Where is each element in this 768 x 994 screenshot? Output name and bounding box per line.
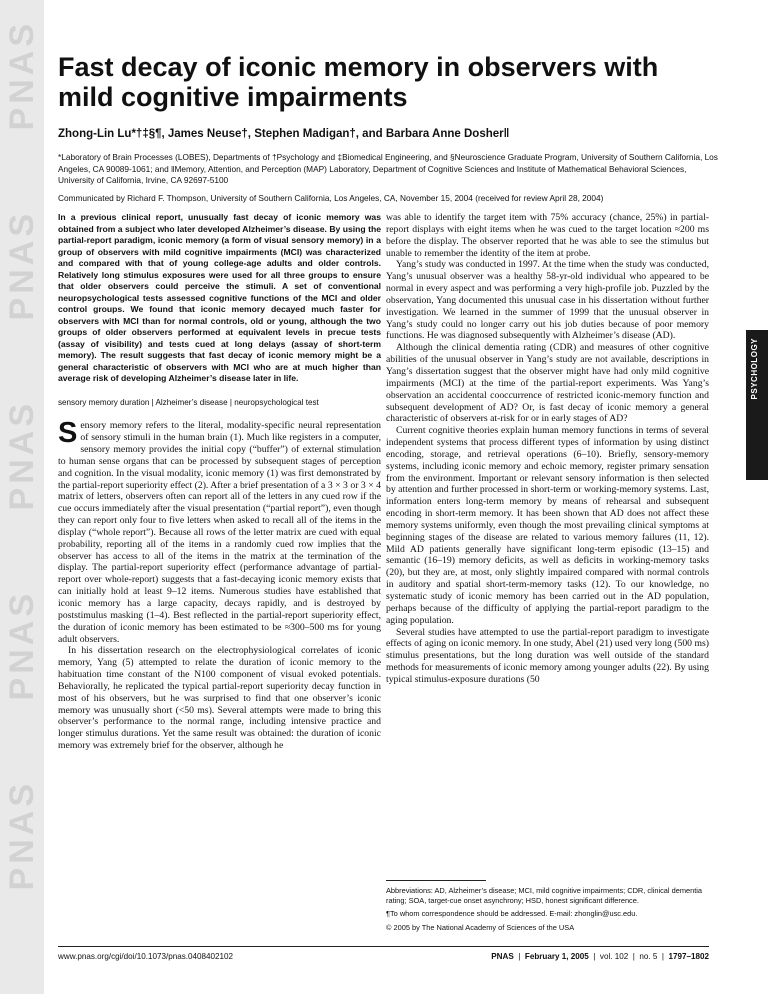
citation-line [491,952,709,961]
pnas-watermark-strip [0,0,44,994]
keywords: sensory memory duration | Alzheimer’s disease | neuropsychological test [58,397,319,407]
pnas-watermark-text: PNAS [3,590,41,701]
body-paragraph: Although the clinical dementia rating (CDR) and measures of other cognitive abilities of the unusual observer in Yang’s study are not available, descriptions in Yang’s dissertation suggest that the observer might have had only mild cognitive impairments (MCI) at the time of the partial-report experiments. Was Yang’s observation an accidental cooccurrence of restricted iconic-memory function and subsequent development of AD? Or, is fast decay of iconic memory a general characteristic of observers at-risk for or in early stages of AD? [386,342,709,425]
affiliations: *Laboratory of Brain Processes (LOBES), Departments of †Psychology and ‡Biomedical Engineering, and §Neuroscience Graduate Program, University of Southern California, Los Angeles, CA 90089-1061; and ‖Memory, Attention, and Perception (MAP) Laboratory, Department of Cognitive Sciences and Institute of Mathematical Behavioral Sciences, University of California, Irvine, CA 92697-5100 [58,152,718,185]
author-list: Zhong-Lin Lu*†‡§¶, James Neuse†, Stephen Madigan†, and Barbara Anne Dosher‖ [58,128,510,140]
footnote-abbreviations: Abbreviations: AD, Alzheimer’s disease; MCI, mild cognitive impairments; CDR, clinical dementia rating; SOA, target-cue onset asynchrony; HSD, honest significant difference. [386,886,703,905]
page-range: 1797–1802 [668,952,709,961]
body-paragraph [58,417,381,645]
abstract: In a previous clinical report, unusually fast decay of iconic memory was obtained from a subject who later developed Alzheimer’s disease. By using the partial-report paradigm, iconic memory (a form of visual sensory memory) in a group of observers with mild cognitive impairments (MCI) was characterized and compared with that of young college-age adults and older controls. Relatively long stimulus exposures were used for all three groups to ensure that older observers could perceive the stimuli. A set of conventional neuropsychological tests assessed cognitive functions of the MCI and older control groups. We found that iconic memory decayed much faster for observers with MCI than for normal controls, old or young, although the two groups of older observers performed at equivalent levels in precue tests (assay of visibility) and tests cued at long delays (assay of short-term memory). The result suggests that fast decay of iconic memory might be a general characteristic of observers with MCI who are at much higher than average risk of developing Alzheimer’s disease later in life. [58,212,381,383]
issue-date: February 1, 2005 [524,952,589,961]
footnote-correspondence: ¶To whom correspondence should be addressed. E-mail: zhonglin@usc.edu. [386,909,638,919]
separator: | [518,952,521,961]
footnote-divider [386,880,486,881]
footer-divider [58,946,709,947]
journal-name: PNAS [491,952,514,961]
pnas-watermark-text: PNAS [3,20,41,131]
body-paragraph: Several studies have attempted to use the partial-report paradigm to investigate effects of aging on iconic memory. In one study, Abel (21) used very long (500 ms) stimulus presentations, but the long duration was well outside of the standard methods for measurements of iconic memory among younger adults (22). By using typical stimulus-exposure durations (50 [386,626,709,685]
separator: | [661,952,664,961]
section-tab [746,330,768,480]
body-paragraph-text: ensory memory refers to the literal, modality-specific neural representation of sensory stimuli in the human brain (1). Much like registers in a computer, sensory memory provides the initial copy (“buffer”) of external stimulation to human sense organs that can be processed by subsequent stages of perception and cognition. In the visual modality, iconic memory (1) was first demonstrated by the partial-report superiority effect (2). After a brief presentation of a 3 × 3 or 3 × 4 matrix of letters, observers often can report all of the letters in any cued row if the cue occurs immediately after the visual presentation (“partial report”), even though they can report only four to five letters when asked to recall all of the items in the display (“whole report”). Because all rows of the letter matrix are cued with equal probability, reporting all of the items in a randomly cued row implies that the observer has access to all of the items in the matrix at the termination of the display. The partial-report superiority effect (performance advantage of partial-report over whole-report) suggests that a fast-decaying iconic memory exists that can initially hold at least 9–12 items. Numerous studies have established that iconic memory has a large capacity, decays rapidly, and is destroyed by poststimulus masking (1–4). Best reflected in the partial-report superiority effect, the duration of iconic memory has been estimated to be ≈300–500 ms for young adult observers. [58,420,381,645]
section-tab-label: PSYCHOLOGY [750,338,759,400]
right-column [386,212,709,686]
body-paragraph: Yang’s study was conducted in 1997. At the time when the study was conducted, Yang’s unusual observer was a healthy 58-yr-old individual who appeared to be normal in every aspect and was performing a very high-profile job. Puzzled by the observation, Yang documented this unusual case in his dissertation without further investigation. We learned in the summer of 1999 that the unusual observer in Yang’s study could no longer carry out his job duties because of poor memory functions. He was diagnosed subsequently with Alzheimer’s disease (AD). [386,259,709,342]
footnotes [386,880,709,936]
separator: | [632,952,635,961]
body-paragraph: Current cognitive theories explain human memory functions in terms of several independent systems that process different types of information by using distinct encoding, storage, and retrieval operations (6–10). Briefly, sensory-memory systems, including iconic memory and echoic memory, register primary sensation from the environment. Important or relevant sensory information is then selected by attention and further processed in short-term or working-memory systems. Last, information enters long-term memory by means of rehearsal and subsequent encoding in short-term memory. It has been shown that AD does not affect these memory systems uniformly, even though the most prevailing clinical symptoms at beginning stages of the disease are related to various memory failures (11, 12). Mild AD patients generally have significant long-term episodic (13–15) and semantic (16–19) memory deficits, as well as deficits in working-memory tasks (20), but they are, at most, only slightly impaired compared with normal controls in auditory and spatial short-term-memory tasks (12). To our knowledge, no systematic study of iconic memory has been carried out in the AD population, perhaps because of the difficulty of applying the partial-report paradigm to the aging population. [386,425,709,626]
pnas-watermark-text: PNAS [3,400,41,511]
communicated-line: Communicated by Richard F. Thompson, University of Southern California, Los Angeles, CA, November 15, 2004 (received for review April 28, 2004) [58,193,604,203]
drop-cap: S [58,417,78,450]
separator: | [593,952,596,961]
pnas-watermark-text: PNAS [3,780,41,891]
footnote-copyright: © 2005 by The National Academy of Sciences of the USA [386,922,575,932]
body-paragraph: In his dissertation research on the electrophysiological correlates of iconic memory, Yang (5) attempted to relate the duration of iconic memory to the habituation time constant of the N100 component of visual evoked potentials. Behaviorally, he replicated the typical partial-report superiority decay function in most of his observers, but he was surprised to find that one observer’s iconic memory was unusually short (<50 ms). Several attempts were made to bring this observer’s performance to the normal range, including intensive practice and longer stimulus durations. Yet the same result was obtained: the duration of iconic memory was extremely brief for the observer, although he [58,645,381,752]
pnas-watermark-text: PNAS [3,210,41,321]
left-column [58,212,381,752]
article-title: Fast decay of iconic memory in observers with mild cognitive impairments [58,52,659,112]
volume: vol. 102 [599,952,629,961]
doi-link[interactable]: www.pnas.org/cgi/doi/10.1073/pnas.0408402102 [58,952,234,961]
body-paragraph: was able to identify the target item with 75% accuracy (chance, 25%) in partial-report displays with eight items when he was cued to the target location ≈200 ms before the display. The observer reported that he was able to see the stimulus but unable to remember the identity of the item at probe. [386,212,709,259]
issue-number: no. 5 [639,952,658,961]
